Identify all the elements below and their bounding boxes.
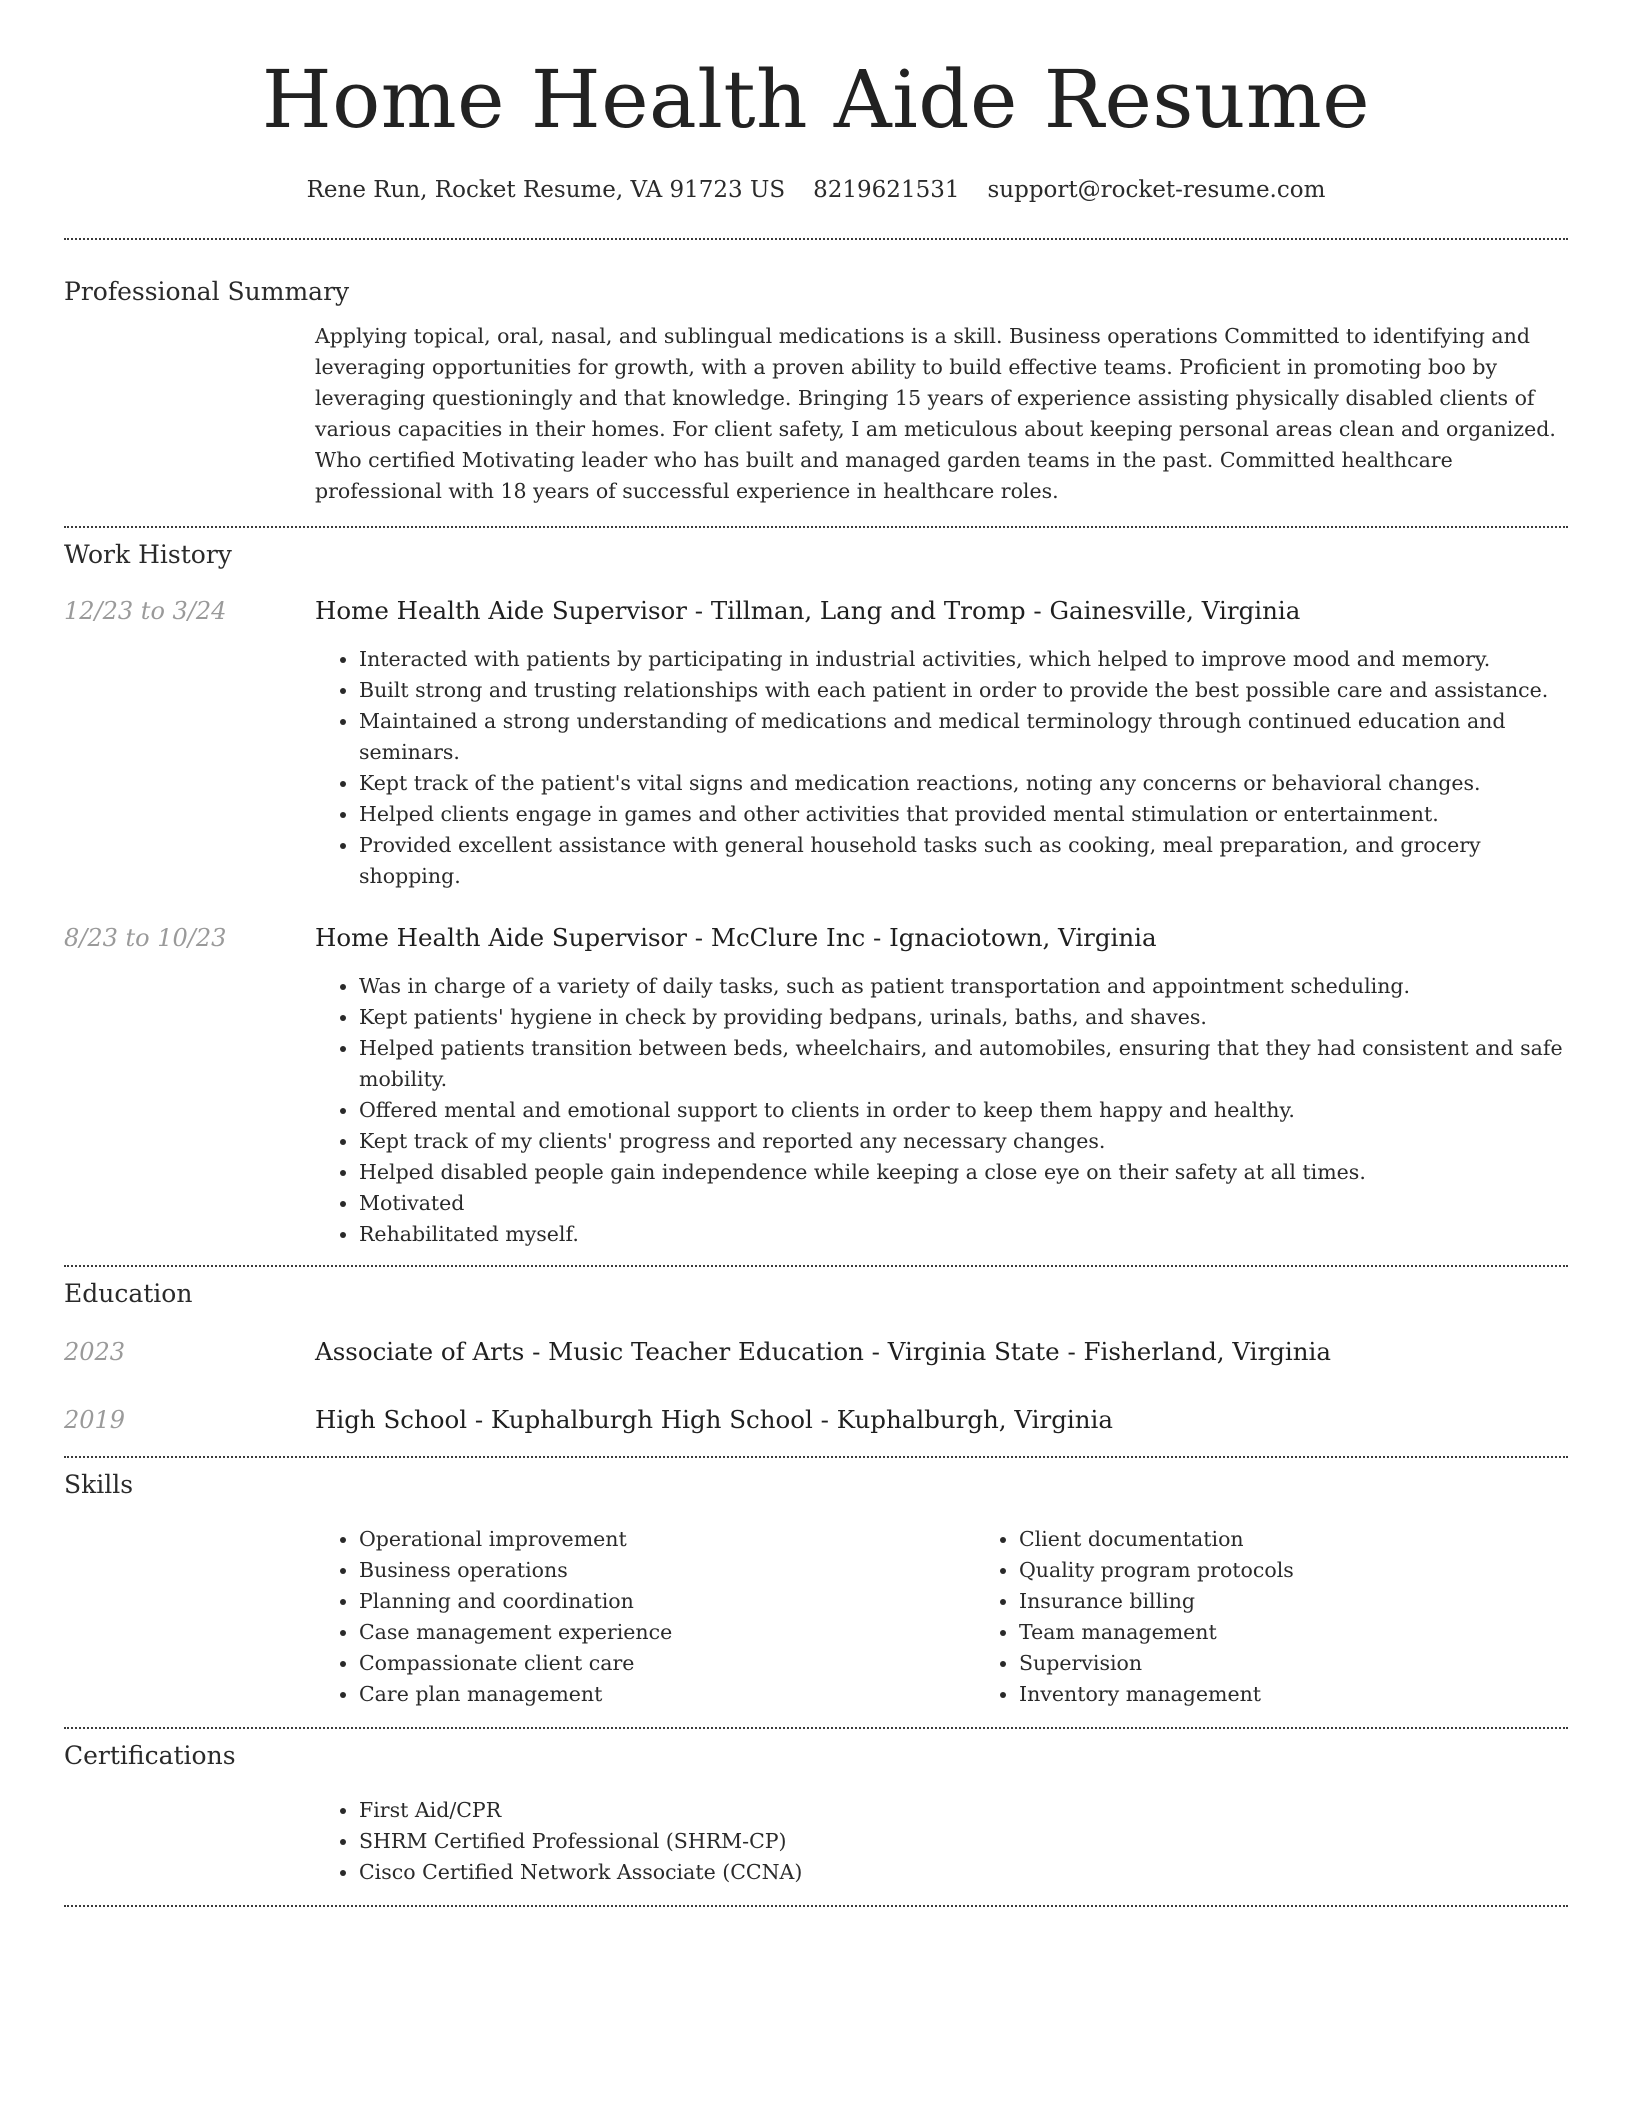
section-title-education: Education <box>64 1279 193 1308</box>
resume-page <box>64 0 1568 1907</box>
list-item: • Care plan management <box>359 1679 975 1710</box>
contact-line <box>64 174 1568 206</box>
list-item: • First Aid/CPR <box>359 1795 1568 1826</box>
job-dates: 8/23 to 10/23 <box>64 924 227 952</box>
education-year: 2019 <box>64 1406 126 1434</box>
section-divider <box>64 1905 1568 1907</box>
contact-address: Rene Run, Rocket Resume, VA 91723 US <box>306 177 786 203</box>
list-item: • Case management experience <box>359 1617 975 1648</box>
list-item: • Kept track of my clients' progress and reported any necessary changes. <box>359 1126 1568 1157</box>
education-heading: Associate of Arts - Music Teacher Education - Virginia State - Fisherland, Virginia <box>315 1337 1331 1366</box>
education-section <box>64 1278 1568 1436</box>
summary-text: Applying topical, oral, nasal, and sublingual medications is a skill. Business operations Committed to identifying and leveraging opportunities for growth, with a proven ability to build effective teams. Proficient in promoting boo by leveraging questioningly and that knowledge. Bringing 15 years of experience assisting physically disabled clients of various capacities in their homes. For client safety, I am meticulous about keeping personal areas clean and organized. Who certified Motivating leader who has built and managed garden teams in the past. Committed healthcare professional with 18 years of successful experience in healthcare roles. <box>315 324 1556 503</box>
list-item: • Maintained a strong understanding of medications and medical terminology through continued education and seminars. <box>359 706 1568 768</box>
list-item: • Compassionate client care <box>359 1648 975 1679</box>
list-item: • Inventory management <box>1019 1679 1632 1710</box>
list-item: • SHRM Certified Professional (SHRM-CP) <box>359 1826 1568 1857</box>
list-item: • Helped patients transition between beds, wheelchairs, and automobiles, ensuring that they had consistent and safe mobility. <box>359 1033 1568 1095</box>
job-dates: 12/23 to 3/24 <box>64 597 227 625</box>
section-divider <box>64 1727 1568 1729</box>
job-heading: Home Health Aide Supervisor - McClure Inc - Ignaciotown, Virginia <box>315 923 1157 952</box>
section-title-work: Work History <box>64 540 232 569</box>
list-item: • Rehabilitated myself. <box>359 1219 1568 1250</box>
list-item: • Was in charge of a variety of daily tasks, such as patient transportation and appointment scheduling. <box>359 971 1568 1002</box>
contact-email[interactable]: support@rocket-resume.com <box>987 177 1326 203</box>
job-entry <box>64 922 1568 1250</box>
education-entry <box>64 1404 1568 1436</box>
education-year: 2023 <box>64 1338 126 1366</box>
list-item: • Interacted with patients by participating in industrial activities, which helped to improve mood and memory. <box>359 644 1568 675</box>
resume-title: Home Health Aide Resume <box>261 53 1371 146</box>
list-item: • Offered mental and emotional support to clients in order to keep them happy and healthy. <box>359 1095 1568 1126</box>
list-item: • Kept track of the patient's vital signs and medication reactions, noting any concerns or behavioral changes. <box>359 768 1568 799</box>
list-item: • Kept patients' hygiene in check by providing bedpans, urinals, baths, and shaves. <box>359 1002 1568 1033</box>
job-bullets <box>315 644 1568 892</box>
section-title-skills: Skills <box>64 1470 134 1499</box>
section-title-summary: Professional Summary <box>64 277 350 306</box>
skills-list-right <box>975 1524 1632 1710</box>
skills-section <box>64 1469 1568 1710</box>
section-divider <box>64 1456 1568 1458</box>
summary-section <box>64 276 1568 507</box>
list-item: • Quality program protocols <box>1019 1555 1632 1586</box>
certifications-list <box>315 1795 1568 1888</box>
list-item: • Provided excellent assistance with general household tasks such as cooking, meal preparation, and grocery shopping. <box>359 830 1568 892</box>
certifications-section <box>64 1740 1568 1888</box>
section-divider <box>64 238 1568 240</box>
list-item: • Insurance billing <box>1019 1586 1632 1617</box>
skills-list-left <box>315 1524 975 1710</box>
work-history-section <box>64 539 1568 1250</box>
contact-phone: 8219621531 <box>813 177 960 203</box>
list-item: • Operational improvement <box>359 1524 975 1555</box>
education-heading: High School - Kuphalburgh High School - Kuphalburgh, Virginia <box>315 1405 1113 1434</box>
list-item: • Cisco Certified Network Associate (CCNA) <box>359 1857 1568 1888</box>
job-heading: Home Health Aide Supervisor - Tillman, Lang and Tromp - Gainesville, Virginia <box>315 596 1301 625</box>
job-entry <box>64 595 1568 892</box>
job-bullets <box>315 971 1568 1250</box>
list-item: • Planning and coordination <box>359 1586 975 1617</box>
list-item: • Client documentation <box>1019 1524 1632 1555</box>
list-item: • Supervision <box>1019 1648 1632 1679</box>
section-title-certifications: Certifications <box>64 1741 236 1770</box>
list-item: • Helped disabled people gain independence while keeping a close eye on their safety at all times. <box>359 1157 1568 1188</box>
section-divider <box>64 526 1568 528</box>
list-item: • Helped clients engage in games and other activities that provided mental stimulation or entertainment. <box>359 799 1568 830</box>
education-entry <box>64 1336 1568 1368</box>
list-item: • Motivated <box>359 1188 1568 1219</box>
list-item: • Business operations <box>359 1555 975 1586</box>
list-item: • Built strong and trusting relationships with each patient in order to provide the best possible care and assistance. <box>359 675 1568 706</box>
section-divider <box>64 1265 1568 1267</box>
list-item: • Team management <box>1019 1617 1632 1648</box>
